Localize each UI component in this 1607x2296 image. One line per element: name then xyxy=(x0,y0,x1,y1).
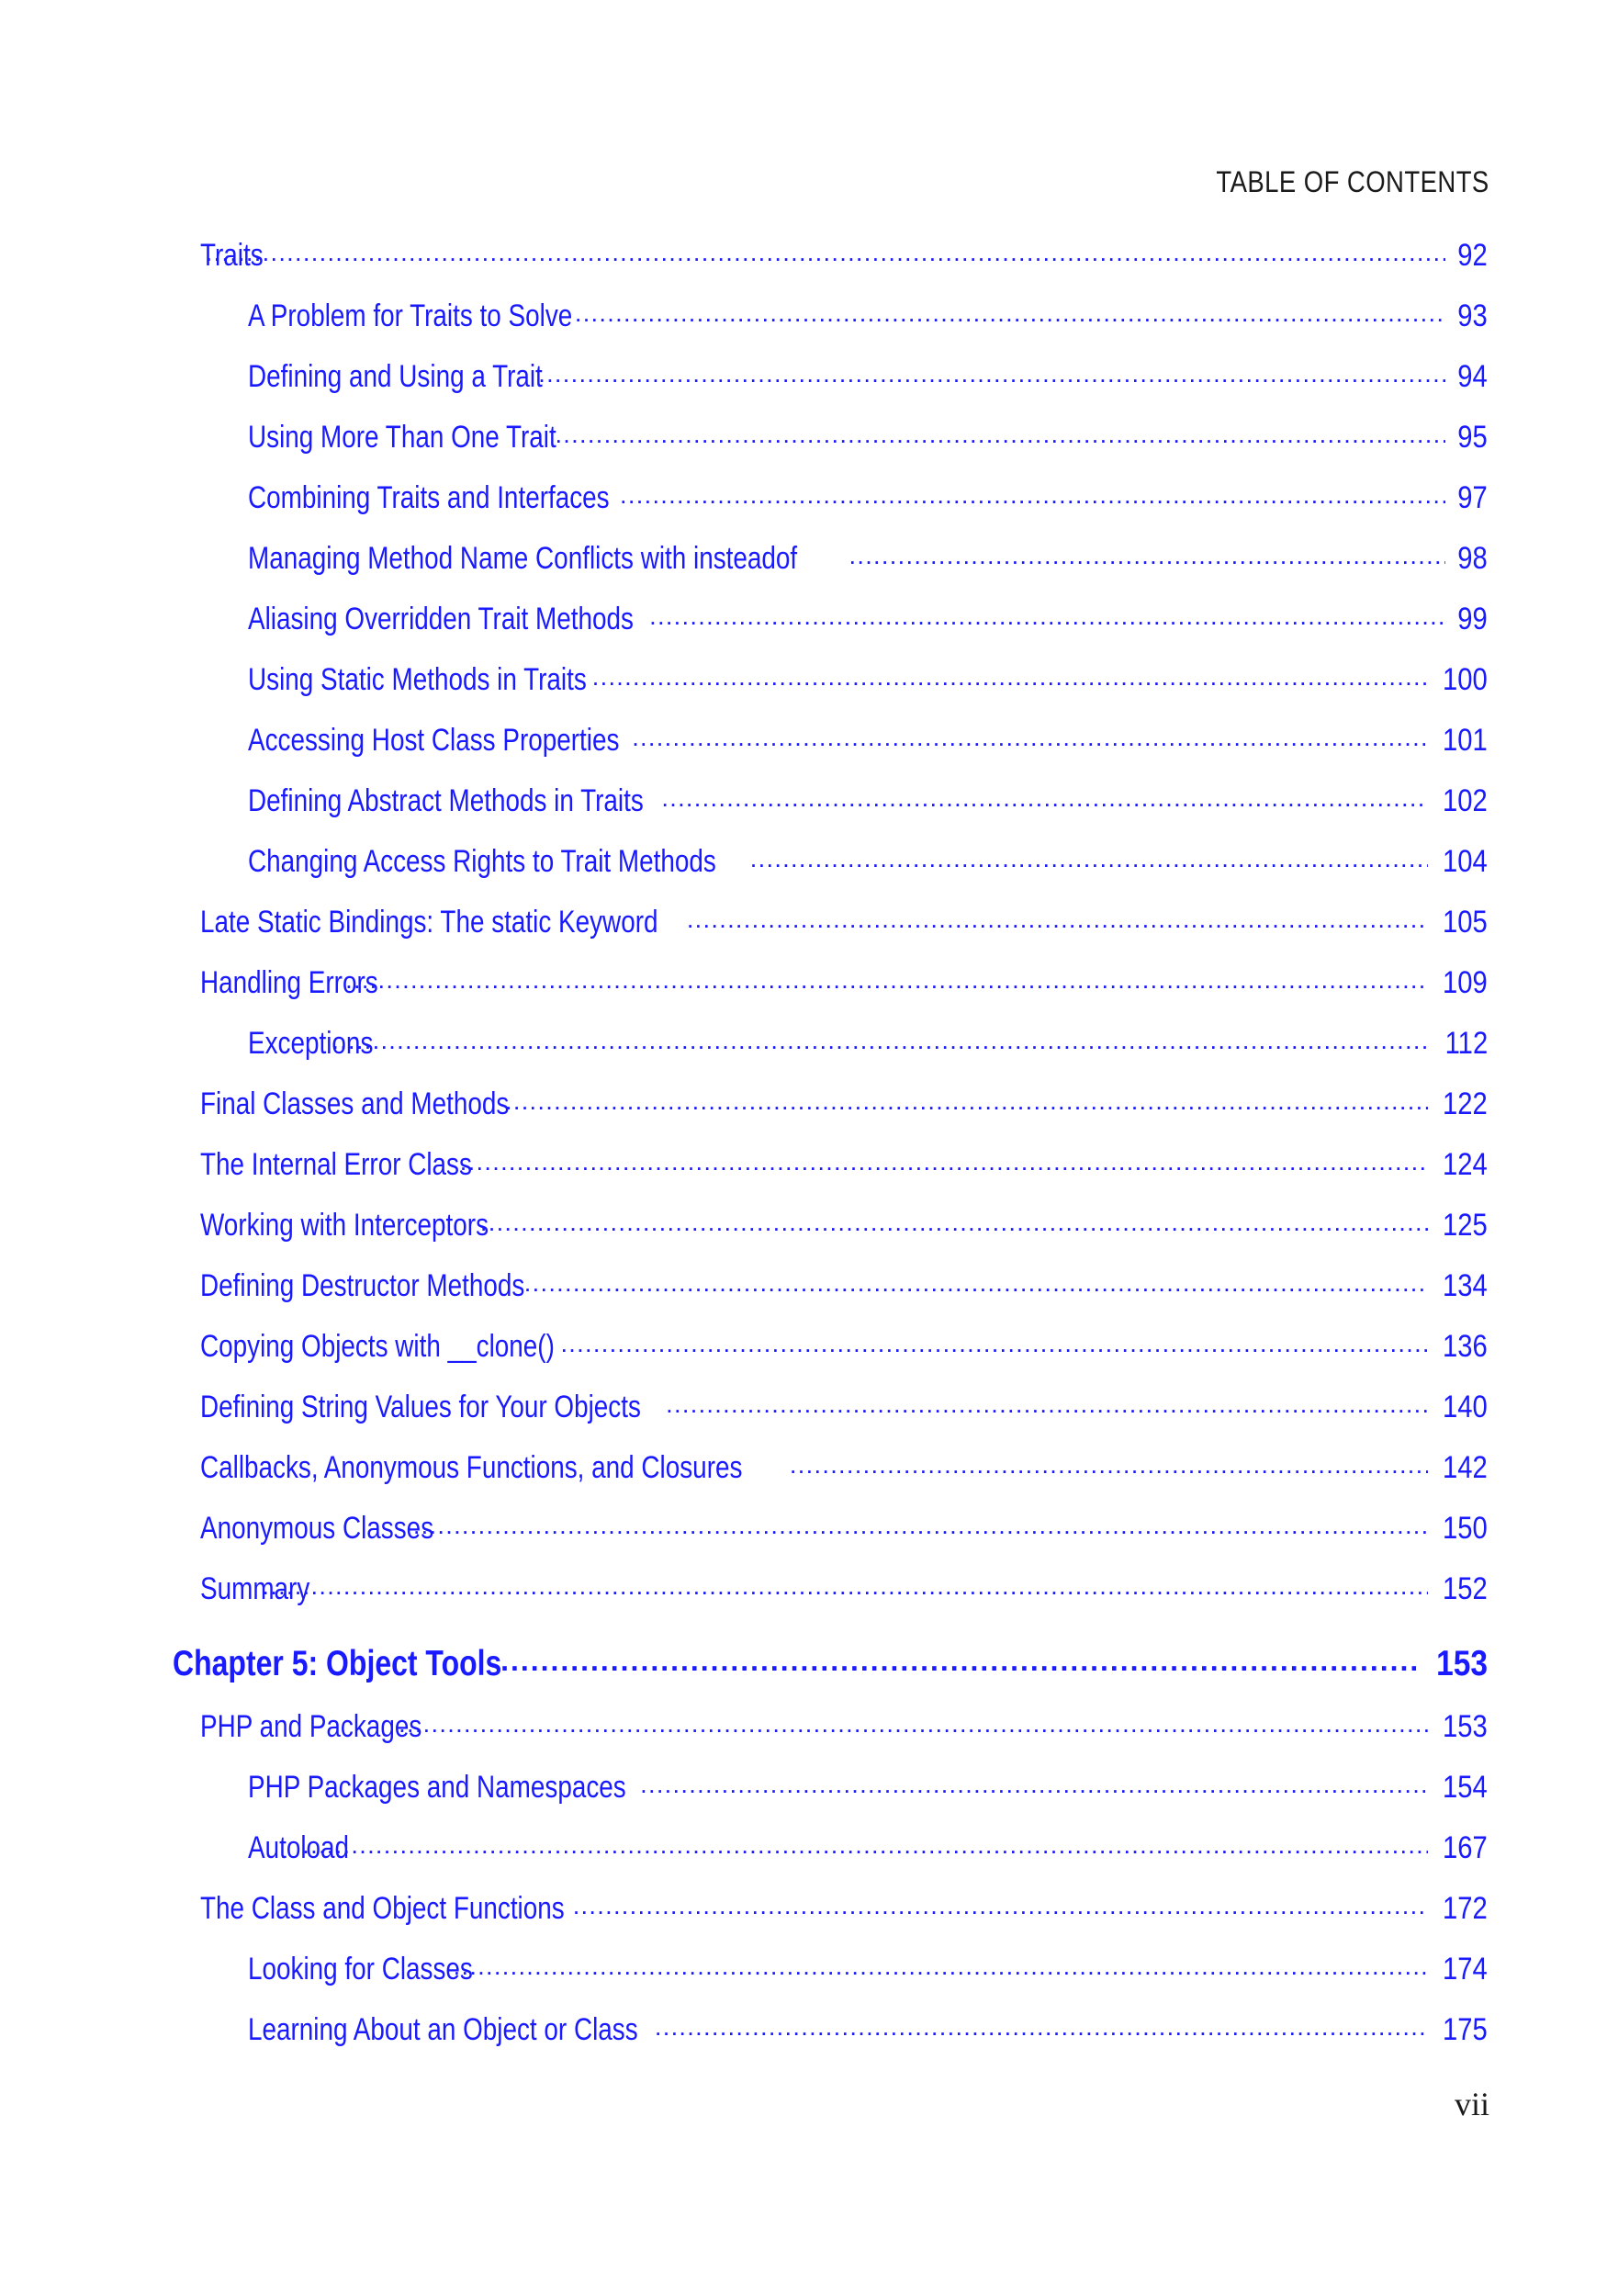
dot-leader xyxy=(413,1507,1428,1538)
toc-entry-title: Learning About an Object or Class xyxy=(248,2012,638,2047)
toc-entry-page-number: 136 xyxy=(1443,1329,1488,1364)
toc-entry-title: Managing Method Name Conflicts with insteadof xyxy=(248,541,798,576)
toc-entry-page-number: 95 xyxy=(1457,420,1488,455)
toc-entry-page-number: 94 xyxy=(1457,359,1488,394)
toc-entry-link[interactable] xyxy=(0,355,1607,416)
toc-entry-link[interactable] xyxy=(0,295,1607,355)
toc-entry-page-number: 98 xyxy=(1457,541,1488,576)
toc-entry-page-number: 92 xyxy=(1457,238,1488,273)
toc-entry-title: Autoload xyxy=(248,1830,350,1865)
toc-entry-link[interactable] xyxy=(0,780,1607,840)
dot-leader xyxy=(849,537,1446,568)
toc-entry-page-number: 104 xyxy=(1443,844,1488,879)
toc-entry-link[interactable] xyxy=(0,234,1607,295)
toc-entry-link[interactable] xyxy=(0,1948,1607,2009)
toc-entry-title: Callbacks, Anonymous Functions, and Closures xyxy=(200,1450,743,1485)
page-number-folio: vii xyxy=(1454,2086,1489,2122)
toc-entry-page-number: 154 xyxy=(1443,1770,1488,1805)
toc-entry-page-number: 150 xyxy=(1443,1511,1488,1546)
toc-entry-link[interactable] xyxy=(0,962,1607,1022)
toc-entry-page-number: 125 xyxy=(1443,1208,1488,1243)
toc-entry-page-number: 100 xyxy=(1443,662,1488,697)
dot-leader xyxy=(505,1083,1428,1114)
toc-entry-link[interactable] xyxy=(0,1204,1607,1265)
toc-entry-page-number: 167 xyxy=(1443,1830,1488,1865)
dot-leader xyxy=(345,962,1428,993)
toc-entry-link[interactable] xyxy=(0,1827,1607,1887)
toc-chapter-link[interactable] xyxy=(0,1628,1607,1705)
toc-entry-link[interactable] xyxy=(0,598,1607,658)
toc-entry-link[interactable] xyxy=(0,719,1607,780)
toc-entry-link[interactable] xyxy=(0,1507,1607,1568)
toc-entry-title: Using Static Methods in Traits xyxy=(248,662,587,697)
toc-entry-page-number: 152 xyxy=(1443,1571,1488,1606)
toc-entry-page-number: 93 xyxy=(1457,298,1488,333)
toc-entry-link[interactable] xyxy=(0,1887,1607,1948)
toc-entry-title: Combining Traits and Interfaces xyxy=(248,480,610,515)
toc-entry-title: Defining Destructor Methods xyxy=(200,1268,525,1303)
dot-leader xyxy=(560,1325,1428,1356)
toc-entry-title: Aliasing Overridden Trait Methods xyxy=(248,602,634,636)
toc-entry-page-number: 109 xyxy=(1443,965,1488,1000)
toc-entry-page-number: 172 xyxy=(1443,1891,1488,1926)
dot-leader xyxy=(575,295,1445,326)
dot-leader xyxy=(687,901,1428,932)
dot-leader xyxy=(399,1705,1428,1737)
toc-entry-link[interactable] xyxy=(0,537,1607,598)
toc-entry-title: Chapter 5: Object Tools xyxy=(173,1644,502,1683)
table-of-contents xyxy=(0,234,1607,2069)
toc-entry-page-number: 142 xyxy=(1443,1450,1488,1485)
toc-entry-page-number: 101 xyxy=(1443,723,1488,758)
dot-leader xyxy=(538,355,1445,387)
dot-leader xyxy=(302,1827,1428,1858)
dot-leader xyxy=(632,719,1428,750)
toc-entry-link[interactable] xyxy=(0,840,1607,901)
dot-leader xyxy=(790,1446,1428,1478)
toc-entry-page-number: 97 xyxy=(1457,480,1488,515)
dot-leader xyxy=(332,1022,1430,1053)
toc-entry-link[interactable] xyxy=(0,1568,1607,1628)
toc-entry-title: Looking for Classes xyxy=(248,1952,473,1986)
dot-leader xyxy=(500,1639,1421,1675)
toc-entry-page-number: 174 xyxy=(1443,1952,1488,1986)
dot-leader xyxy=(454,1948,1429,1979)
dot-leader xyxy=(655,2009,1428,2040)
dot-leader xyxy=(206,234,1446,265)
dot-leader xyxy=(480,1204,1428,1235)
dot-leader xyxy=(661,780,1428,811)
toc-entry-link[interactable] xyxy=(0,1446,1607,1507)
toc-entry-title: Handling Errors xyxy=(200,965,378,1000)
toc-entry-page-number: 105 xyxy=(1443,905,1488,940)
toc-entry-title: Defining String Values for Your Objects xyxy=(200,1390,641,1424)
dot-leader xyxy=(592,658,1429,690)
toc-entry-link[interactable] xyxy=(0,477,1607,537)
running-header: TABLE OF CONTENTS xyxy=(1216,165,1489,198)
toc-entry-title: Copying Objects with __clone() xyxy=(200,1329,555,1364)
toc-entry-title: Working with Interceptors xyxy=(200,1208,489,1243)
toc-entry-page-number: 134 xyxy=(1443,1268,1488,1303)
dot-leader xyxy=(666,1386,1428,1417)
toc-entry-title: Changing Access Rights to Trait Methods xyxy=(248,844,716,879)
dot-leader xyxy=(573,1887,1429,1919)
toc-entry-title: PHP Packages and Namespaces xyxy=(248,1770,626,1805)
toc-entry-title: Summary xyxy=(200,1571,310,1606)
toc-entry-page-number: 175 xyxy=(1443,2012,1488,2047)
toc-entry-link[interactable] xyxy=(0,901,1607,962)
toc-entry-title: Late Static Bindings: The static Keyword xyxy=(200,905,658,940)
dot-leader xyxy=(649,598,1445,629)
toc-entry-page-number: 153 xyxy=(1443,1709,1488,1744)
dot-leader xyxy=(524,1265,1429,1296)
toc-entry-page-number: 153 xyxy=(1436,1644,1488,1683)
toc-entry-title: Using More Than One Trait xyxy=(248,420,556,455)
dot-leader xyxy=(555,416,1445,447)
toc-entry-title: PHP and Packages xyxy=(200,1709,422,1744)
toc-entry-link[interactable] xyxy=(0,1766,1607,1827)
toc-entry-title: Defining Abstract Methods in Traits xyxy=(248,783,644,818)
toc-entry-title: Accessing Host Class Properties xyxy=(248,723,620,758)
dot-leader xyxy=(750,840,1429,872)
toc-entry-title: Anonymous Classes xyxy=(200,1511,434,1546)
toc-entry-page-number: 140 xyxy=(1443,1390,1488,1424)
dot-leader xyxy=(262,1568,1428,1599)
toc-entry-link[interactable] xyxy=(0,1083,1607,1143)
toc-entry-page-number: 102 xyxy=(1443,783,1488,818)
dot-leader xyxy=(460,1143,1428,1175)
toc-entry-title: Defining and Using a Trait xyxy=(248,359,543,394)
toc-entry-link[interactable] xyxy=(0,1386,1607,1446)
toc-entry-title: Traits xyxy=(200,238,264,273)
toc-entry-link[interactable] xyxy=(0,416,1607,477)
toc-entry-title: The Class and Object Functions xyxy=(200,1891,565,1926)
toc-entry-link[interactable] xyxy=(0,658,1607,719)
toc-entry-page-number: 122 xyxy=(1443,1086,1488,1121)
toc-entry-page-number: 99 xyxy=(1457,602,1488,636)
toc-entry-page-number: 112 xyxy=(1444,1026,1488,1061)
toc-entry-title: Exceptions xyxy=(248,1026,374,1061)
toc-entry-page-number: 124 xyxy=(1443,1147,1488,1182)
toc-entry-link[interactable] xyxy=(0,2009,1607,2069)
toc-entry-link[interactable] xyxy=(0,1143,1607,1204)
toc-entry-link[interactable] xyxy=(0,1705,1607,1766)
dot-leader xyxy=(640,1766,1428,1797)
toc-entry-title: Final Classes and Methods xyxy=(200,1086,510,1121)
toc-entry-title: The Internal Error Class xyxy=(200,1147,472,1182)
toc-entry-title: A Problem for Traits to Solve xyxy=(248,298,573,333)
toc-entry-link[interactable] xyxy=(0,1325,1607,1386)
toc-entry-link[interactable] xyxy=(0,1265,1607,1325)
toc-entry-link[interactable] xyxy=(0,1022,1607,1083)
dot-leader xyxy=(620,477,1445,508)
